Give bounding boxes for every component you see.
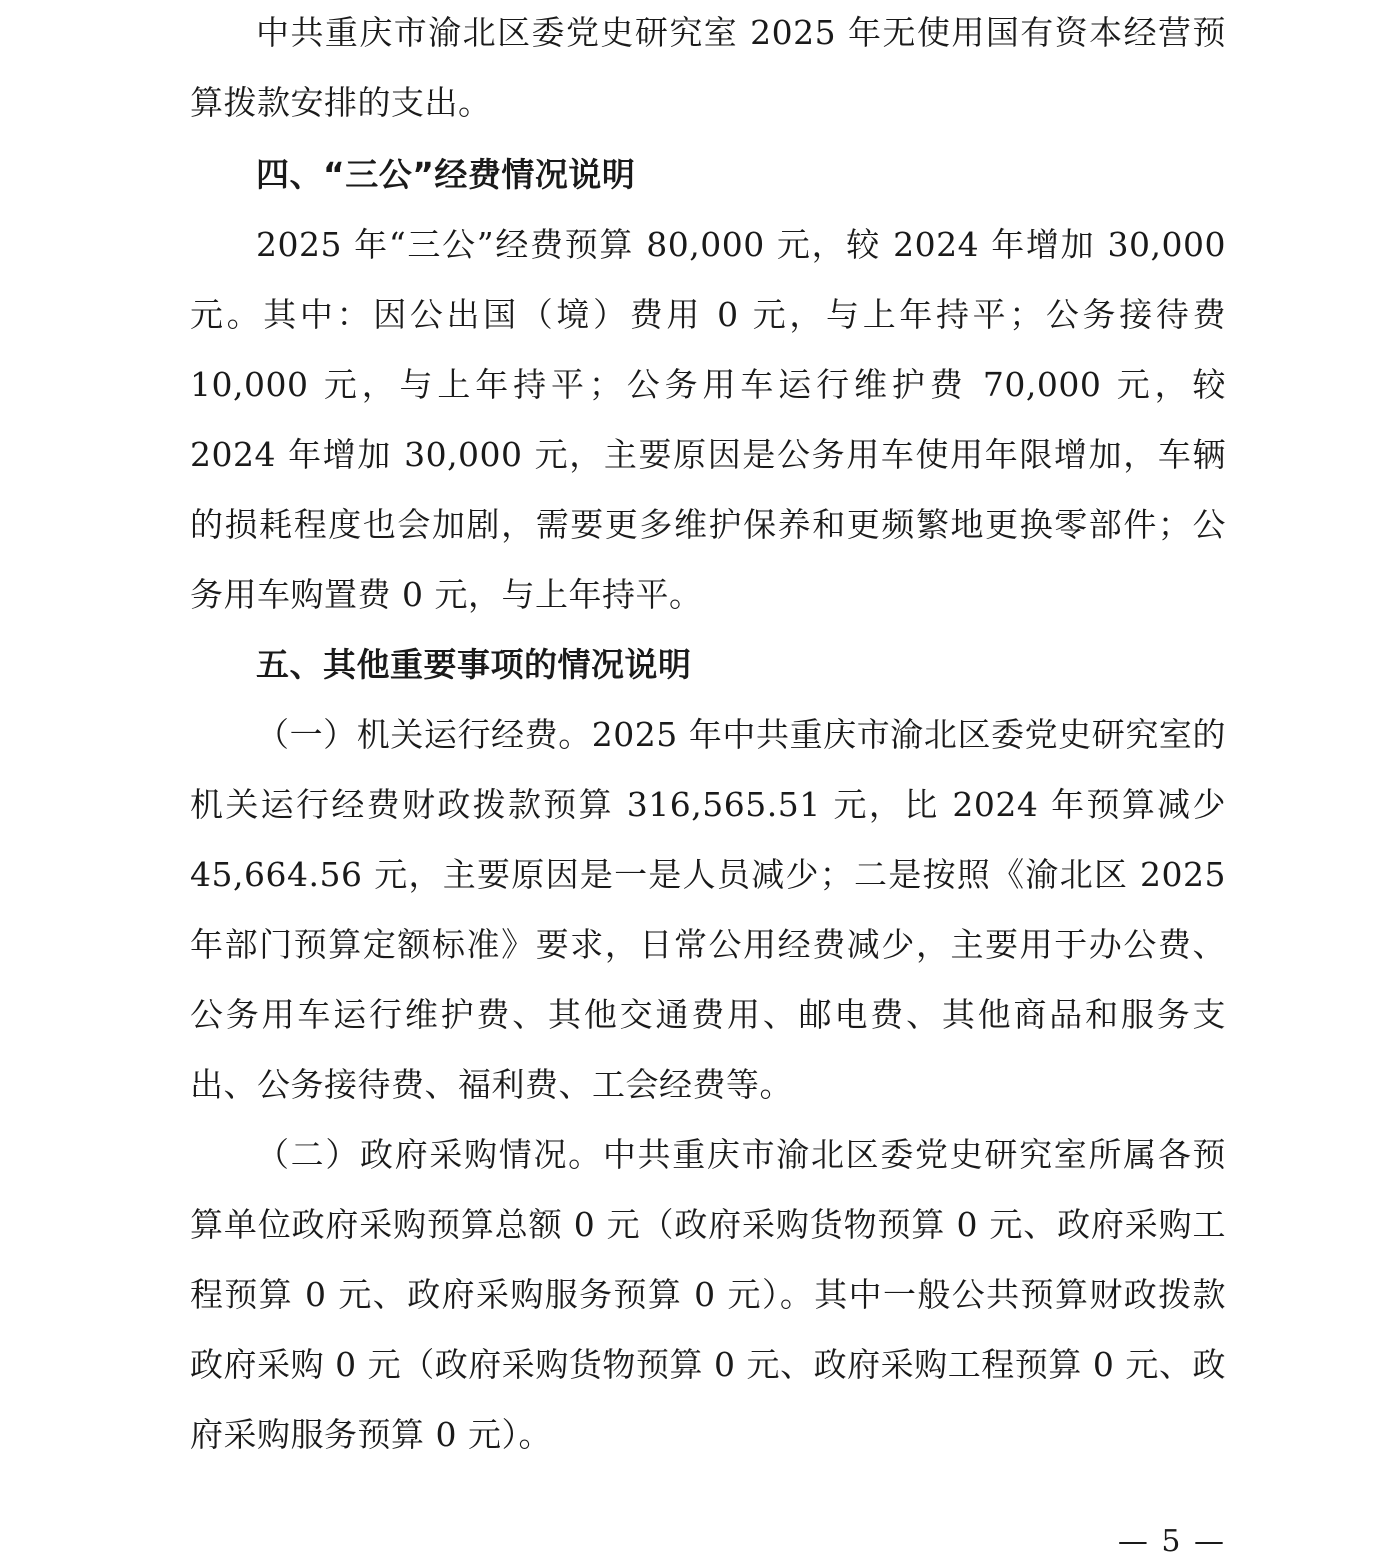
paragraph-government-procurement <box>190 1120 1226 1470</box>
subheading-operating-expenses: （一）机关运行经费。 <box>256 715 592 754</box>
page-number: — 5 — <box>1117 1524 1226 1559</box>
section-heading-three-public: 四、“三公”经费情况说明 <box>256 155 636 194</box>
paragraph-three-public-expenses: 2025 年“三公”经费预算 80,000 元，较 2024 年增加 30,000 元。其中：因公出国（境）费用 0 元，与上年持平；公务接待费 10,000 元，与上年持平；公务用车运行维护费 70,000 元，较 2024 年增加 30,000 元，主要原因是公务用车使用年限增加，车辆的损耗程度也会加剧，需要更多维护保养和更频繁地更换零部件；公务用车购置费 0 元，与上年持平。 <box>190 225 1226 614</box>
subheading-government-procurement: （二）政府采购情况。 <box>256 1135 603 1174</box>
section-heading-other-matters: 五、其他重要事项的情况说明 <box>256 645 692 684</box>
paragraph-capital-budget: 中共重庆市渝北区委党史研究室 2025 年无使用国有资本经营预算拨款安排的支出。 <box>190 13 1226 122</box>
paragraph-operating-expenses <box>190 700 1226 1120</box>
document-body <box>190 0 1226 1470</box>
government-procurement-text: 中共重庆市渝北区委党史研究室所属各预算单位政府采购预算总额 0 元（政府采购货物预算 0 元、政府采购工程预算 0 元、政府采购服务预算 0 元）。其中一般公共预算财政拨款政府采购 0 元（政府采购货物预算 0 元、政府采购工程预算 0 元、政府采购服务预算 0 元）。 <box>190 1135 1227 1454</box>
operating-expenses-text: 2025 年中共重庆市渝北区委党史研究室的机关运行经费财政拨款预算 316,565.51 元，比 2024 年预算减少 45,664.56 元，主要原因是一是人员减少；二是按照《渝北区 2025 年部门预算定额标准》要求，日常公用经费减少，主要用于办公费、公务用车运行维护费、其他交通费用、邮电费、其他商品和服务支出、公务接待费、福利费、工会经费等。 <box>190 715 1226 1104</box>
